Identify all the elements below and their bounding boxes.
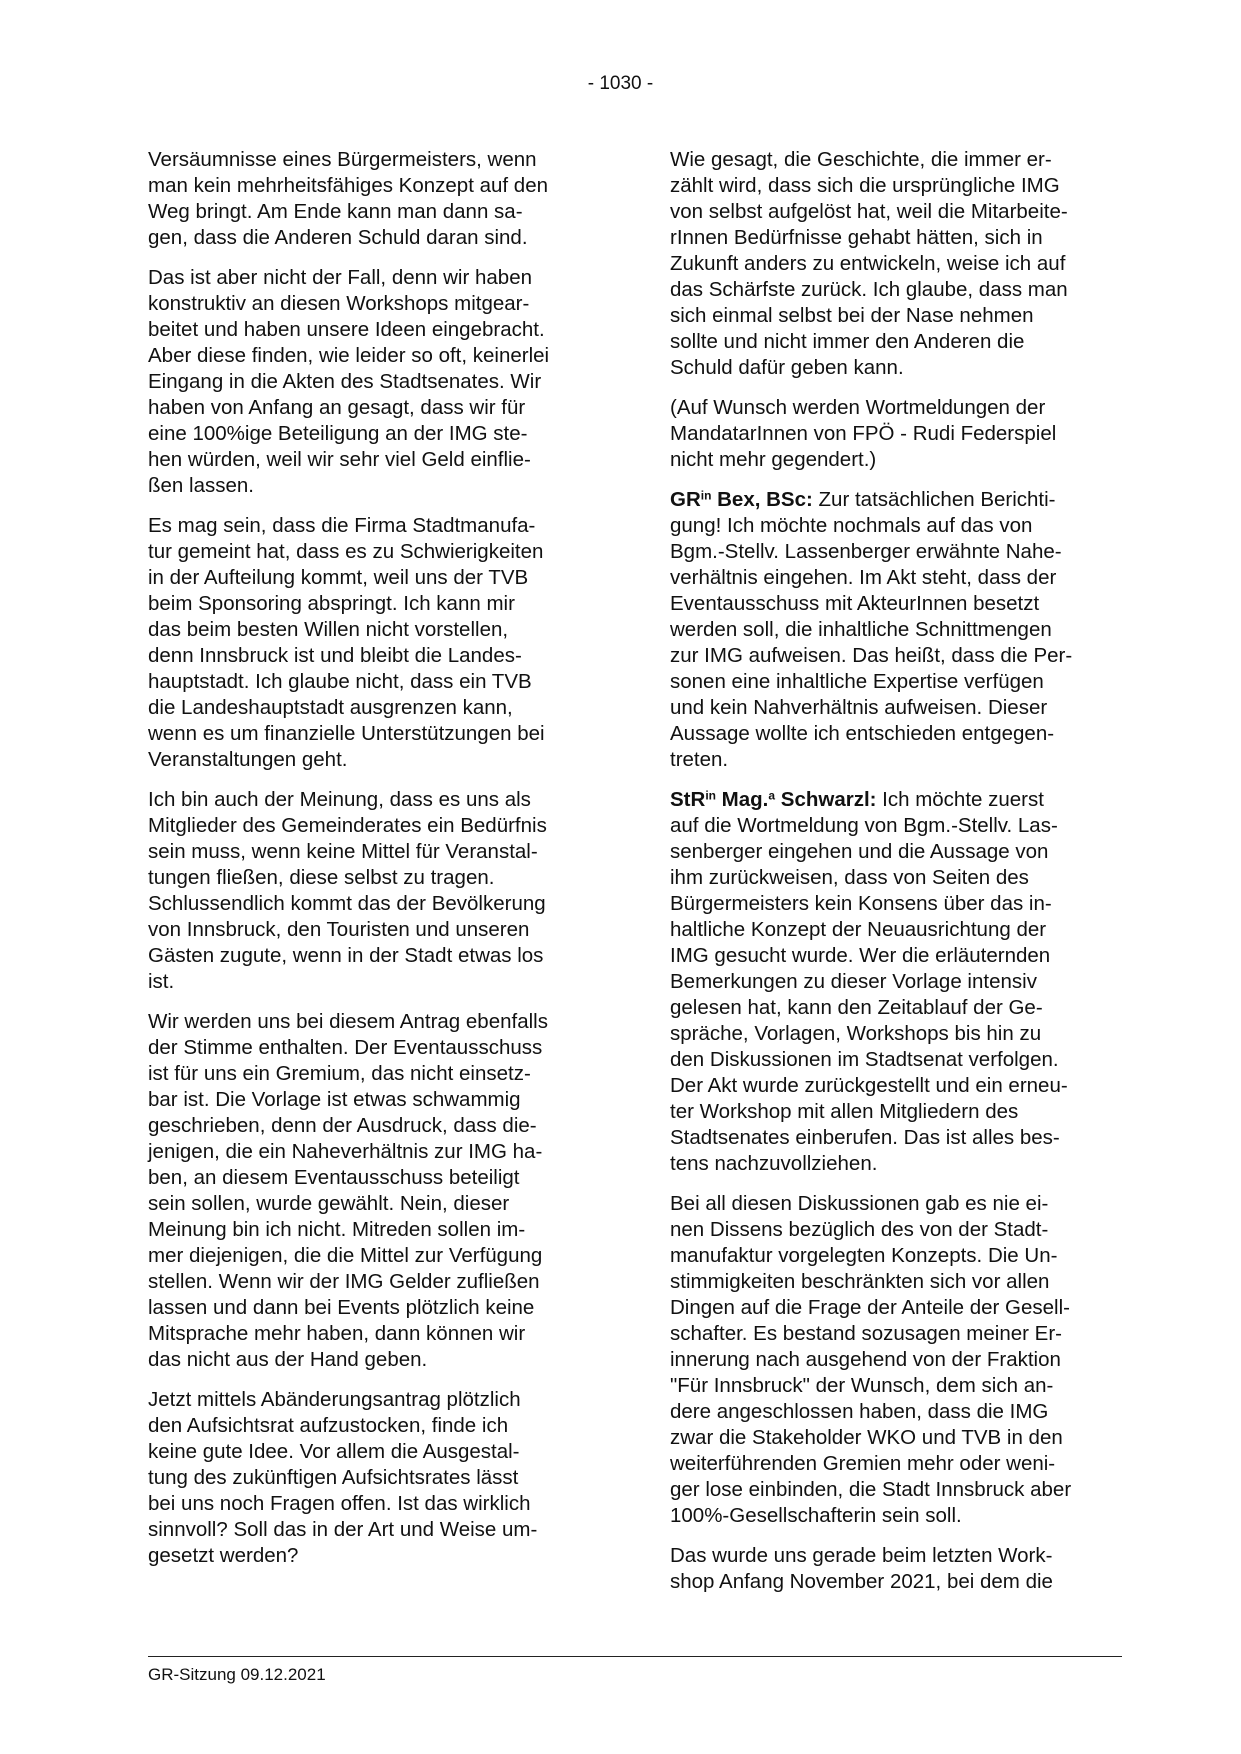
paragraph [148,787,608,995]
paragraph-line: gen, dass die Anderen Schuld daran sind. [148,226,528,249]
paragraph-line: wenn es um finanzielle Unterstützungen bei [148,722,545,745]
paragraph-line: Versäumnisse eines Bürgermeisters, wenn [148,148,537,171]
paragraph-line: und kein Nahverhältnis aufweisen. Dieser [670,696,1048,719]
paragraph-line: hauptstadt. Ich glaube nicht, dass ein TVB [148,670,532,693]
paragraph-line: Jetzt mittels Abänderungsantrag plötzlich [148,1388,521,1411]
paragraph-line: das nicht aus der Hand geben. [148,1348,428,1371]
paragraph-line: konstruktiv an diesen Workshops mitgear- [148,292,530,315]
paragraph-line: bei uns noch Fragen offen. Ist das wirklich [148,1492,531,1515]
paragraph-line: haben von Anfang an gesagt, dass wir für [148,396,526,419]
paragraph-line: ßen lassen. [148,474,254,497]
footer-divider [148,1656,1122,1657]
paragraph-line: tens nachzuvollziehen. [670,1152,878,1175]
paragraph-line: Bemerkungen zu dieser Vorlage intensiv [670,970,1037,993]
paragraph-line: jenigen, die ein Naheverhältnis zur IMG ha- [148,1140,543,1163]
paragraph-line: die Landeshauptstadt ausgrenzen kann, [148,696,513,719]
paragraph-line: stellen. Wenn wir der IMG Gelder zufließen [148,1270,540,1293]
paragraph-line: Gästen zugute, wenn in der Stadt etwas los [148,944,544,967]
paragraph-line: keine gute Idee. Vor allem die Ausgestal- [148,1440,520,1463]
paragraph-line: tungen fließen, diese selbst zu tragen. [148,866,495,889]
paragraph-line: auf die Wortmeldung von Bgm.-Stellv. Las- [670,814,1058,837]
paragraph-line: hen würden, weil wir sehr viel Geld einflie- [148,448,531,471]
paragraph-line: Der Akt wurde zurückgestellt und ein erneu- [670,1074,1068,1097]
paragraph-line: beim Sponsoring abspringt. Ich kann mir [148,592,515,615]
paragraph-line: gelesen hat, kann den Zeitablauf der Ge- [670,996,1043,1019]
paragraph-line: denn Innsbruck ist und bleibt die Landes- [148,644,522,667]
paragraph-line: Dingen auf die Frage der Anteile der Gesell- [670,1296,1070,1319]
paragraph-line: das Schärfste zurück. Ich glaube, dass man [670,278,1068,301]
paragraph-line: Veranstaltungen geht. [148,748,348,771]
paragraph-line: Schuld dafür geben kann. [670,356,904,379]
paragraph-line: rInnen Bedürfnisse gehabt hätten, sich in [670,226,1043,249]
paragraph-line: Ich bin auch der Meinung, dass es uns als [148,788,531,811]
paragraph-line: von selbst aufgelöst hat, weil die Mitarbeite- [670,200,1068,223]
paragraph-line: 100%-Gesellschafterin sein soll. [670,1504,962,1527]
paragraph-line: ter Workshop mit allen Mitgliedern des [670,1100,1019,1123]
paragraph-line: Aber diese finden, wie leider so oft, keinerlei [148,344,550,367]
paragraph-line: zur IMG aufweisen. Das heißt, dass die Per- [670,644,1073,667]
paragraph-line: beitet und haben unsere Ideen eingebracht. [148,318,545,341]
paragraph [670,1191,1130,1529]
paragraph-line: manufaktur vorgelegten Konzepts. Die Un- [670,1244,1058,1267]
footer-session-label: GR-Sitzung 09.12.2021 [148,1665,326,1684]
paragraph-line: tur gemeint hat, dass es zu Schwierigkeiten [148,540,544,563]
paragraph-line: weiterführenden Gremien mehr oder weni- [670,1452,1056,1475]
paragraph-line: MandatarInnen von FPÖ - Rudi Federspiel [670,422,1057,445]
paragraph-line: lassen und dann bei Events plötzlich keine [148,1296,535,1319]
paragraph-line: Mitsprache mehr haben, dann können wir [148,1322,526,1345]
paragraph-line: sollte und nicht immer den Anderen die [670,330,1025,353]
paragraph-line: Das wurde uns gerade beim letzten Work- [670,1544,1053,1567]
paragraph-line: treten. [670,748,729,771]
paragraph-line: mer diejenigen, die die Mittel zur Verfügung [148,1244,543,1267]
paragraph-line: sein sollen, wurde gewählt. Nein, dieser [148,1192,510,1215]
paragraph-line: Aussage wollte ich entschieden entgegen- [670,722,1055,745]
paragraph-line: ben, an diesem Eventausschuss beteiligt [148,1166,520,1189]
paragraph-line: innerung nach ausgehend von der Fraktion [670,1348,1061,1371]
paragraph-line: haltliche Konzept der Neuausrichtung der [670,918,1047,941]
paragraph-line: StR$^{in}$ Mag.$^a$ Schwarzl: Ich möchte zuerst [670,788,1044,811]
speaker-name: StR$^{in}$ Mag.$^a$ Schwarzl: [670,788,877,811]
speaker-paragraph [670,787,1130,1177]
paragraph [148,265,608,499]
paragraph-line: ger lose einbinden, die Stadt Innsbruck aber [670,1478,1072,1501]
paragraph-line: stimmigkeiten beschränkten sich vor allen [670,1270,1050,1293]
paragraph-line: Es mag sein, dass die Firma Stadtmanufa- [148,514,536,537]
paragraph-line: zwar die Stakeholder WKO und TVB in den [670,1426,1063,1449]
paragraph-line: eine 100%ige Beteiligung an der IMG ste- [148,422,528,445]
paragraph-line: man kein mehrheitsfähiges Konzept auf den [148,174,549,197]
paragraph-line: Bürgermeisters kein Konsens über das in- [670,892,1052,915]
paragraph-line: Stadtsenates einberufen. Das ist alles bes- [670,1126,1060,1149]
paragraph-line: Zukunft anders zu entwickeln, weise ich auf [670,252,1066,275]
paragraph [148,513,608,773]
paragraph [670,147,1130,381]
paragraph-line: der Stimme enthalten. Der Eventausschuss [148,1036,543,1059]
paragraph-line: "Für Innsbruck" der Wunsch, dem sich an- [670,1374,1054,1397]
paragraph-line: ihm zurückweisen, dass von Seiten des [670,866,1029,889]
paragraph-line: nen Dissens bezüglich des von der Stadt- [670,1218,1049,1241]
paragraph-line: dere angeschlossen haben, dass die IMG [670,1400,1049,1423]
paragraph-line: nicht mehr gegendert.) [670,448,877,471]
paragraph-line: sinnvoll? Soll das in der Art und Weise um- [148,1518,538,1541]
paragraph-line: gung! Ich möchte nochmals auf das von [670,514,1033,537]
paragraph-line: Wir werden uns bei diesem Antrag ebenfalls [148,1010,548,1033]
paragraph-line: Schlussendlich kommt das der Bevölkerung [148,892,546,915]
paragraph-line: von Innsbruck, den Touristen und unseren [148,918,530,941]
paragraph-line: Bei all diesen Diskussionen gab es nie ei- [670,1192,1049,1215]
paragraph-line: $GR^{in}$ Bex, BSc: Zur tatsächlichen Berichti- [670,488,1056,511]
paragraph [670,395,1130,473]
paragraph-line: gesetzt werden? [148,1544,299,1567]
paragraph-line: senberger eingehen und die Aussage von [670,840,1049,863]
paragraph [148,1387,608,1569]
paragraph [670,1543,1130,1595]
paragraph-line: (Auf Wunsch werden Wortmeldungen der [670,396,1046,419]
speaker-paragraph [670,487,1130,773]
paragraph-line: sonen eine inhaltliche Expertise verfügen [670,670,1044,693]
paragraph-line: ist für uns ein Gremium, das nicht einsetz- [148,1062,531,1085]
paragraph-line: Meinung bin ich nicht. Mitreden sollen im- [148,1218,526,1241]
paragraph-line: ist. [148,970,175,993]
paragraph-line: shop Anfang November 2021, bei dem die [670,1570,1053,1593]
paragraph-line: Eventausschuss mit AkteurInnen besetzt [670,592,1040,615]
paragraph-line: schafter. Es bestand sozusagen meiner Er- [670,1322,1062,1345]
paragraph-line: sich einmal selbst bei der Nase nehmen [670,304,1034,327]
paragraph-line: werden soll, die inhaltliche Schnittmengen [670,618,1052,641]
paragraph-line: Eingang in die Akten des Stadtsenates. Wir [148,370,542,393]
left-text-column [148,147,608,1583]
paragraph-line: spräche, Vorlagen, Workshops bis hin zu [670,1022,1042,1045]
paragraph-line: zählt wird, dass sich die ursprüngliche IMG [670,174,1060,197]
paragraph-line: den Diskussionen im Stadtsenat verfolgen. [670,1048,1059,1071]
paragraph-line: das beim besten Willen nicht vorstellen, [148,618,509,641]
paragraph-line: sein muss, wenn keine Mittel für Veranstal- [148,840,538,863]
paragraph-line: Das ist aber nicht der Fall, denn wir haben [148,266,533,289]
paragraph-line: den Aufsichtsrat aufzustocken, finde ich [148,1414,509,1437]
speaker-name: $GR^{in}$ Bex, BSc: [670,488,813,511]
paragraph-line: verhältnis eingehen. Im Akt steht, dass der [670,566,1057,589]
paragraph-line: bar ist. Die Vorlage ist etwas schwammig [148,1088,521,1111]
right-text-column [670,147,1130,1609]
paragraph-line: Wie gesagt, die Geschichte, die immer er- [670,148,1052,171]
paragraph [148,147,608,251]
paragraph-line: in der Aufteilung kommt, weil uns der TVB [148,566,529,589]
page-number: - 1030 - [587,73,654,94]
paragraph-line: tung des zukünftigen Aufsichtsrates lässt [148,1466,519,1489]
paragraph-line: Bgm.-Stellv. Lassenberger erwähnte Nahe- [670,540,1062,563]
paragraph-line: Mitglieder des Gemeinderates ein Bedürfnis [148,814,547,837]
paragraph-line: Weg bringt. Am Ende kann man dann sa- [148,200,523,223]
paragraph-line: geschrieben, denn der Ausdruck, dass die- [148,1114,537,1137]
paragraph [148,1009,608,1373]
paragraph-line: IMG gesucht wurde. Wer die erläuternden [670,944,1051,967]
